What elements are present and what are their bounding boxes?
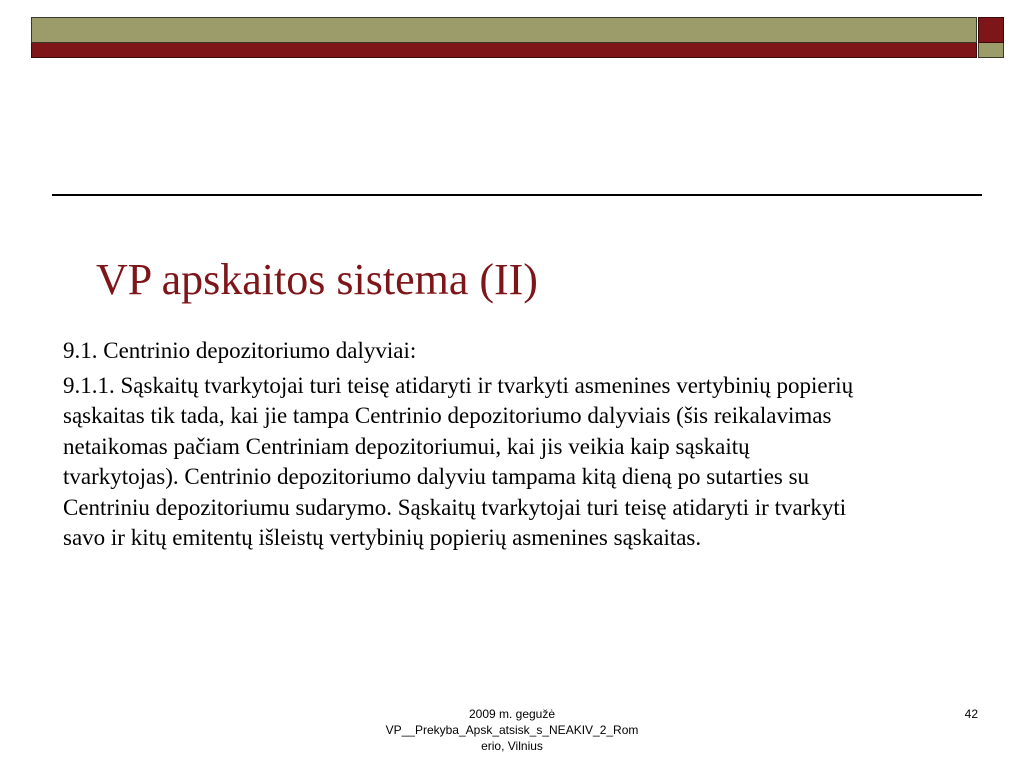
- header-bar-red: [31, 43, 977, 58]
- footer-source-line1: VP__Prekyba_Apsk_atsisk_s_NEAKIV_2_Rom: [385, 723, 639, 737]
- header-square-red: [978, 17, 1004, 43]
- header-bar-olive: [31, 17, 977, 43]
- footer-date: 2009 m. gegužė: [468, 707, 556, 721]
- body-paragraph-heading: 9.1. Centrinio depozitoriumo dalyviai:: [63, 338, 417, 363]
- slide-title: VP apskaitos sistema (II): [96, 255, 538, 304]
- body-paragraph: 9.1.1. Sąskaitų tvarkytojai turi teisę atidaryti ir tvarkyti asmenines vertybinių popierių sąskaitas tik tada, kai jie tampa Centrinio depozitoriumo dalyviais (šis reikalavimas netaikomas pačiam Centriniam depozitoriumui, kai jis veikia kaip sąskaitų tvarkytojas). Centrinio depozitoriumo dalyviu tampama kitą dieną po sutarties su Centriniu depozitoriumu sudarymo. Sąskaitų tvarkytojai turi teisę atidaryti ir tvarkyti savo ir kitų emitentų išleistų vertybinių popierių asmenines sąskaitas.: [63, 372, 854, 550]
- slide-body: [63, 336, 863, 554]
- slide-footer: [352, 706, 672, 754]
- title-divider: [52, 194, 982, 196]
- header-square-olive: [978, 43, 1004, 58]
- footer-source-line2: erio, Vilnius: [481, 739, 543, 753]
- page-number: 42: [964, 707, 978, 721]
